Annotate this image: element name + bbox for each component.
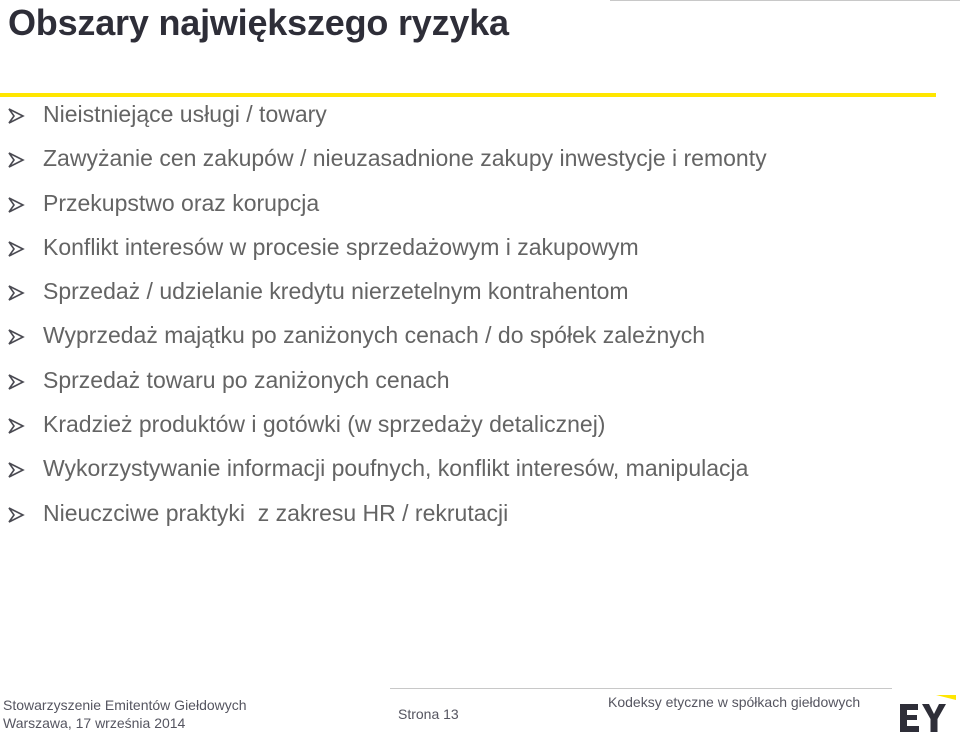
- bullet-text: Sprzedaż / udzielanie kredytu nierzetelnym kontrahentom: [43, 278, 629, 305]
- slide-title: Obszary największego ryzyka: [8, 2, 509, 43]
- arrowhead-bullet-icon: [6, 460, 26, 480]
- ey-logo: [898, 694, 956, 734]
- footer-place-date: Warszawa, 17 września 2014: [3, 715, 186, 731]
- bullet-text: Sprzedaż towaru po zaniżonych cenach: [43, 366, 450, 393]
- arrowhead-bullet-icon: [6, 327, 26, 347]
- bullet-text: Wyprzedaż majątku po zaniżonych cenach / do spółek zależnych: [43, 322, 706, 349]
- bullet-text: Konflikt interesów w procesie sprzedażowym i zakupowym: [43, 233, 639, 260]
- arrowhead-bullet-icon: [6, 106, 26, 126]
- footer-topic: Kodeksy etyczne w spółkach giełdowych: [608, 694, 861, 710]
- arrowhead-bullet-icon: [6, 283, 26, 303]
- top-divider: [610, 0, 960, 1]
- arrowhead-bullet-icon: [6, 195, 26, 215]
- page-number: Strona 13: [398, 706, 459, 722]
- arrowhead-bullet-icon: [6, 372, 26, 392]
- footer-divider: [390, 688, 892, 689]
- arrowhead-bullet-icon: [6, 505, 26, 525]
- arrowhead-bullet-icon: [6, 416, 26, 436]
- bullet-text: Kradzież produktów i gotówki (w sprzedaży detalicznej): [43, 411, 606, 438]
- bullet-text: Przekupstwo oraz korupcja: [43, 189, 320, 216]
- title-accent-bar: [0, 93, 936, 97]
- bullet-text: Nieistniejące usługi / towary: [43, 101, 327, 127]
- footer-organization: Stowarzyszenie Emitentów Giełdowych: [3, 697, 247, 713]
- bullet-text: Wykorzystywanie informacji poufnych, konflikt interesów, manipulacja: [43, 455, 749, 482]
- arrowhead-bullet-icon: [6, 239, 26, 259]
- bullet-text: Nieuczciwe praktyki z zakresu HR / rekrutacji: [43, 499, 509, 526]
- arrowhead-bullet-icon: [6, 150, 26, 170]
- bullet-text: Zawyżanie cen zakupów / nieuzasadnione zakupy inwestycje i remonty: [43, 145, 767, 172]
